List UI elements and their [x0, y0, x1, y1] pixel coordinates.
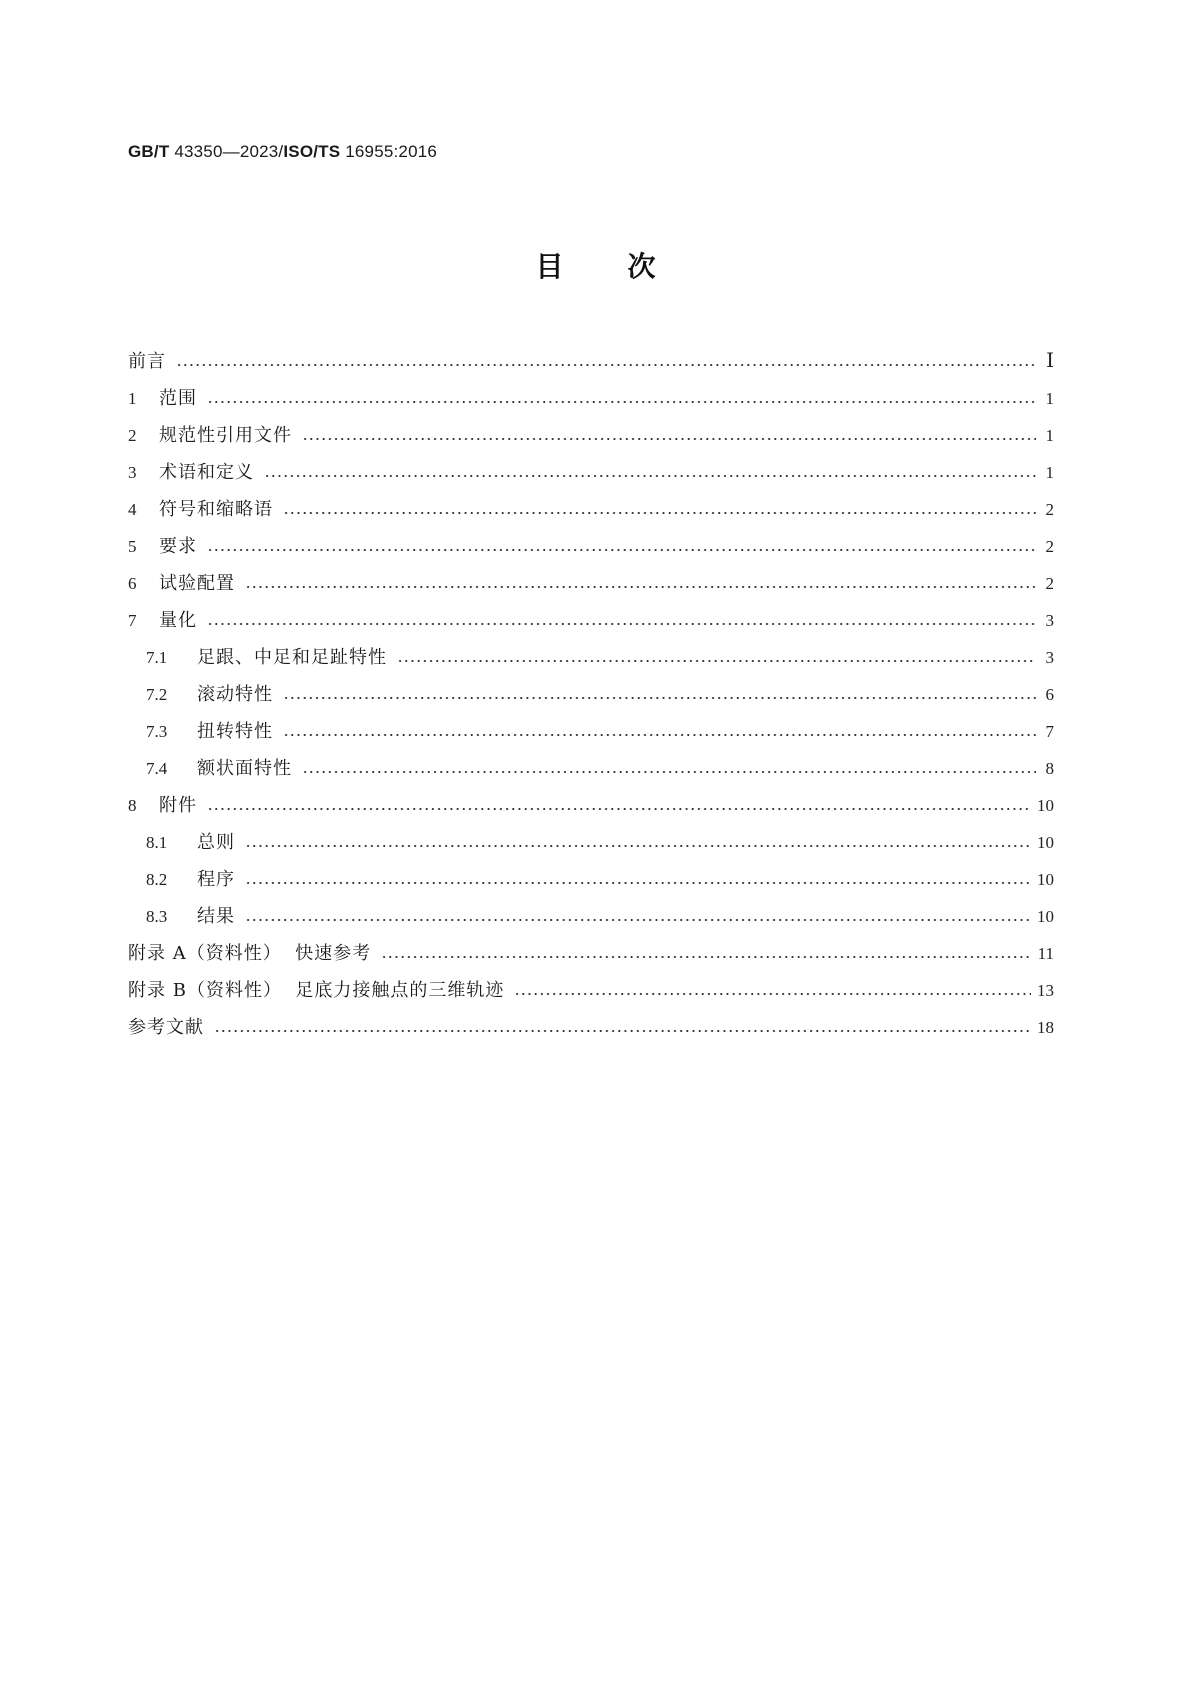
- toc-entry-label: 程序: [197, 869, 235, 890]
- toc-entry-page: 10: [1037, 796, 1054, 815]
- toc-entry[interactable]: [128, 787, 1054, 824]
- toc-entry-number: 8.2: [146, 870, 168, 889]
- dot-leader: [302, 767, 1036, 777]
- dot-leader: [264, 471, 1036, 481]
- dot-leader: [283, 693, 1036, 703]
- toc-entry-label: 参考文献: [128, 1017, 204, 1038]
- toc-entry-page: 1: [1045, 389, 1054, 408]
- toc-entry-number: 3: [128, 463, 137, 482]
- toc-entry-page: 2: [1045, 574, 1054, 593]
- dot-leader: [214, 1026, 1031, 1036]
- toc-entry-number: 2: [128, 426, 137, 445]
- dot-leader: [207, 397, 1036, 407]
- dot-leader: [207, 619, 1036, 629]
- table-of-contents: [128, 343, 1054, 1046]
- dot-leader: [176, 360, 1036, 370]
- toc-entry-label: 试验配置: [159, 573, 235, 594]
- toc-entry[interactable]: [128, 454, 1054, 491]
- toc-entry-page: 10: [1037, 870, 1054, 889]
- toc-entry-number: 7.3: [146, 722, 168, 741]
- toc-entry-number: 7.1: [146, 648, 168, 667]
- toc-entry-label: 规范性引用文件: [159, 425, 292, 446]
- toc-entry-label: 结果: [197, 906, 235, 927]
- toc-entry-page: 13: [1037, 981, 1054, 1000]
- dot-leader: [207, 545, 1036, 555]
- toc-entry[interactable]: [128, 935, 1054, 972]
- toc-entry-page: 3: [1045, 648, 1054, 667]
- toc-entry[interactable]: [128, 528, 1054, 565]
- code-standard: 43350—2023/: [169, 142, 284, 161]
- toc-entry-label: 附件: [159, 795, 197, 816]
- toc-entry[interactable]: [128, 713, 1054, 750]
- toc-entry[interactable]: [128, 750, 1054, 787]
- toc-entry-label: 额状面特性: [197, 758, 292, 779]
- dot-leader: [283, 730, 1036, 740]
- toc-entry-number: 6: [128, 574, 137, 593]
- dot-leader: [245, 915, 1031, 925]
- toc-entry-number: 5: [128, 537, 137, 556]
- toc-entry-page: 11: [1037, 944, 1054, 963]
- toc-entry-page: 18: [1037, 1018, 1054, 1037]
- dot-leader: [302, 434, 1036, 444]
- toc-entry[interactable]: [128, 491, 1054, 528]
- toc-entry[interactable]: [128, 639, 1054, 676]
- toc-entry[interactable]: [128, 898, 1054, 935]
- page-title: 目次: [535, 250, 720, 283]
- toc-entry-page: 10: [1037, 833, 1054, 852]
- dot-leader: [283, 508, 1036, 518]
- dot-leader: [207, 804, 1031, 814]
- dot-leader: [245, 582, 1036, 592]
- toc-entry-label: 符号和缩略语: [159, 499, 273, 520]
- toc-entry-label: 前言: [128, 351, 166, 372]
- toc-entry[interactable]: [128, 972, 1054, 1009]
- dot-leader: [397, 656, 1036, 666]
- toc-entry-page: 7: [1045, 722, 1054, 741]
- toc-entry-label: 范围: [159, 388, 197, 409]
- toc-entry-page: Ⅰ: [1046, 350, 1054, 372]
- toc-entry[interactable]: [128, 565, 1054, 602]
- toc-entry-number: 7.4: [146, 759, 168, 778]
- toc-entry-page: 2: [1045, 537, 1054, 556]
- toc-entry-number: 7: [128, 611, 137, 630]
- toc-entry-label: 术语和定义: [159, 462, 254, 483]
- dot-leader: [514, 989, 1031, 999]
- toc-entry-label: 足跟、中足和足趾特性: [197, 647, 387, 668]
- toc-entry-number: 4: [128, 500, 137, 519]
- toc-entry[interactable]: [128, 602, 1054, 639]
- toc-entry-label: 要求: [159, 536, 197, 557]
- code-prefix: GB/T: [128, 142, 170, 161]
- toc-entry-page: 2: [1045, 500, 1054, 519]
- toc-entry-label: 总则: [197, 832, 235, 853]
- toc-entry-page: 3: [1045, 611, 1054, 630]
- toc-entry[interactable]: [128, 676, 1054, 713]
- dot-leader: [245, 878, 1031, 888]
- toc-entry-page: 6: [1045, 685, 1054, 704]
- toc-entry-label: 滚动特性: [197, 684, 273, 705]
- toc-entry[interactable]: [128, 380, 1054, 417]
- toc-entry[interactable]: [128, 343, 1054, 380]
- toc-entry-number: 8: [128, 796, 137, 815]
- code-iso: ISO/TS: [283, 142, 341, 161]
- toc-entry[interactable]: [128, 861, 1054, 898]
- code-iso-number: 16955:2016: [340, 142, 438, 161]
- dot-leader: [381, 952, 1031, 962]
- toc-entry-page: 1: [1045, 463, 1054, 482]
- toc-entry[interactable]: [128, 1009, 1054, 1046]
- dot-leader: [245, 841, 1031, 851]
- toc-entry-label: 附录 A（资料性） 快速参考: [128, 943, 372, 964]
- toc-entry-page: 8: [1045, 759, 1054, 778]
- toc-entry[interactable]: [128, 417, 1054, 454]
- toc-entry-page: 1: [1045, 426, 1054, 445]
- toc-entry[interactable]: [128, 824, 1054, 861]
- document-code: [128, 142, 437, 162]
- toc-entry-number: 8.3: [146, 907, 168, 926]
- toc-entry-label: 扭转特性: [197, 721, 273, 742]
- toc-entry-number: 8.1: [146, 833, 168, 852]
- toc-entry-label: 量化: [159, 610, 197, 631]
- toc-entry-number: 7.2: [146, 685, 168, 704]
- toc-entry-page: 10: [1037, 907, 1054, 926]
- toc-entry-number: 1: [128, 389, 137, 408]
- toc-entry-label: 附录 B（资料性） 足底力接触点的三维轨迹: [128, 980, 505, 1001]
